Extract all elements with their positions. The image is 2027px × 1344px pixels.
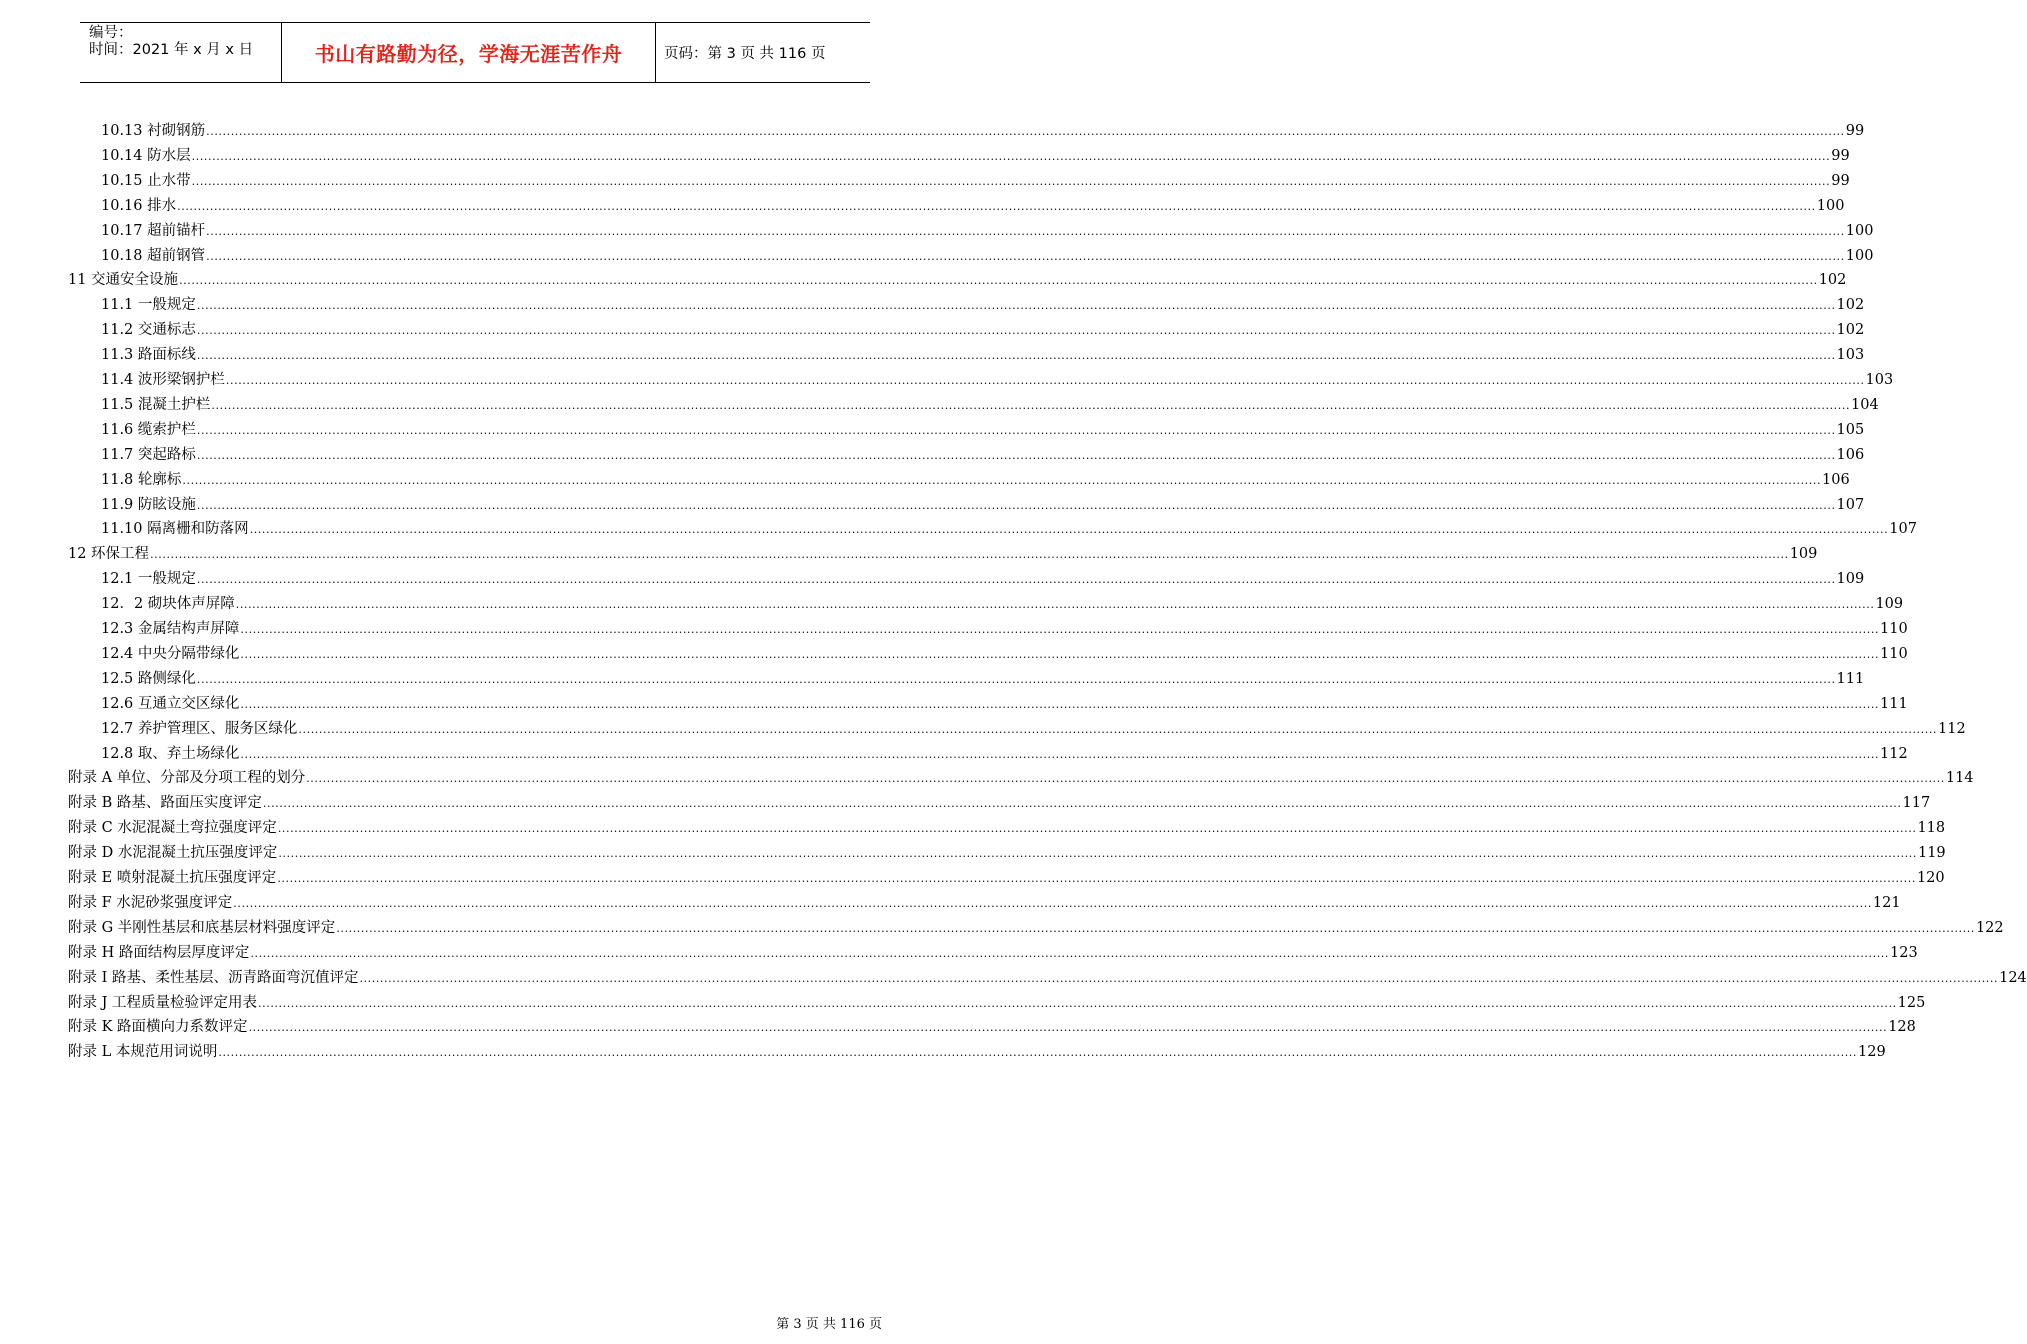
toc-leader-dots: ................................................................................................................................................................................................................................................................................................................................................................................................................ [196,324,1836,338]
toc-leader-dots: ................................................................................................................................................................................................................................................................................................................................................................................................................ [191,149,1831,163]
toc-entry-page: 100 [1845,222,1874,239]
toc-leader-dots: ................................................................................................................................................................................................................................................................................................................................................................................................................ [240,647,1880,661]
toc-entry-title: 12．2 砌块体声屏障 [101,596,235,613]
toc-entry[interactable] [68,891,1901,916]
toc-entry-page: 125 [1897,994,1926,1011]
toc-leader-dots: ................................................................................................................................................................................................................................................................................................................................................................................................................ [277,872,1916,885]
toc-leader-dots: ................................................................................................................................................................................................................................................................................................................................................................................................................ [179,274,1818,288]
toc-entry[interactable] [101,692,1908,717]
toc-entry[interactable] [101,418,1865,443]
toc-leader-dots: ................................................................................................................................................................................................................................................................................................................................................................................................................ [258,996,1897,1010]
toc-leader-dots: ................................................................................................................................................................................................................................................................................................................................................................................................................ [359,971,1999,985]
toc-leader-dots: ................................................................................................................................................................................................................................................................................................................................................................................................................ [225,374,1865,387]
toc-leader-dots: ................................................................................................................................................................................................................................................................................................................................................................................................................ [196,349,1836,363]
toc-entry[interactable] [68,966,2027,991]
toc-entry-page: 129 [1858,1044,1886,1061]
toc-entry-title: 11.4 波形梁钢护栏 [101,372,225,388]
toc-leader-dots: ................................................................................................................................................................................................................................................................................................................................................................................................................ [196,573,1836,587]
toc-leader-dots: ................................................................................................................................................................................................................................................................................................................................................................................................................ [240,623,1880,636]
toc-entry-title: 附录 D 水泥混凝土抗压强度评定 [68,845,278,862]
toc-entry-title: 10.18 超前钢管 [101,247,206,264]
toc-entry-page: 111 [1836,670,1865,687]
page-header [80,22,870,83]
toc-leader-dots: ................................................................................................................................................................................................................................................................................................................................................................................................................ [196,448,1836,462]
toc-entry[interactable] [101,592,1904,617]
toc-entry[interactable] [101,517,1917,542]
document-number-label: 编号： [89,25,133,41]
toc-entry-page: 105 [1836,421,1865,438]
document-time-label: 时间：2021 年 x 月 x 日 [89,42,254,58]
toc-entry-title: 附录 I 路基、柔性基层、沥青路面弯沉值评定 [68,969,359,986]
toc-leader-dots: ................................................................................................................................................................................................................................................................................................................................................................................................................ [182,473,1822,487]
toc-entry[interactable] [68,1015,1916,1040]
toc-entry-page: 118 [1917,820,1946,837]
toc-entry[interactable] [101,567,1865,592]
toc-entry-page: 110 [1880,621,1908,637]
toc-leader-dots: ................................................................................................................................................................................................................................................................................................................................................................................................................ [306,772,1945,786]
toc-leader-dots: ................................................................................................................................................................................................................................................................................................................................................................................................................ [249,523,1889,537]
toc-entry[interactable] [101,368,1894,393]
toc-entry-title: 11.8 轮廓标 [101,471,182,488]
toc-entry[interactable] [101,717,1966,742]
toc-entry-page: 102 [1836,297,1865,314]
toc-leader-dots: ................................................................................................................................................................................................................................................................................................................................................................................................................ [150,548,1789,562]
toc-entry[interactable] [101,742,1908,767]
toc-entry-page: 123 [1890,944,1918,961]
toc-entry[interactable] [68,542,1818,567]
toc-entry[interactable] [68,816,1946,841]
toc-entry-page: 103 [1836,347,1865,364]
toc-entry-page: 109 [1875,596,1904,613]
toc-entry[interactable] [68,941,1918,966]
toc-entry-page: 100 [1816,197,1845,214]
toc-entry[interactable] [101,493,1865,518]
toc-entry[interactable] [101,642,1908,667]
toc-entry-page: 128 [1888,1019,1916,1036]
toc-entry-title: 附录 H 路面结构层厚度评定 [68,944,250,961]
toc-leader-dots: ................................................................................................................................................................................................................................................................................................................................................................................................................ [206,249,1845,263]
toc-entry-title: 10.16 排水 [101,197,177,214]
toc-leader-dots: ................................................................................................................................................................................................................................................................................................................................................................................................................ [250,946,1890,960]
toc-entry[interactable] [68,841,1946,866]
toc-entry-page: 111 [1880,695,1908,712]
toc-entry[interactable] [101,468,1850,493]
toc-leader-dots: ................................................................................................................................................................................................................................................................................................................................................................................................................ [206,224,1845,238]
toc-entry[interactable] [101,119,1865,144]
page-footer: 第 3 页 共 116 页 [776,1317,882,1332]
toc-entry-title: 12.7 养护管理区、服务区绿化 [101,720,298,737]
toc-entry-page: 121 [1872,894,1901,911]
toc-entry[interactable] [68,268,1847,293]
toc-entry-title: 11.2 交通标志 [101,322,196,339]
toc-entry-page: 109 [1836,571,1865,588]
toc-entry-title: 11.10 隔离栅和防落网 [101,521,249,538]
toc-entry[interactable] [101,244,1874,269]
toc-entry-title: 附录 E 喷射混凝土抗压强度评定 [68,870,277,886]
toc-entry-title: 附录 J 工程质量检验评定用表 [68,994,258,1011]
toc-entry-page: 106 [1822,471,1850,488]
toc-leader-dots: ................................................................................................................................................................................................................................................................................................................................................................................................................ [191,174,1831,188]
toc-entry[interactable] [101,169,1850,194]
toc-entry-page: 120 [1916,870,1945,886]
toc-entry-page: 99 [1831,147,1850,164]
toc-leader-dots: ................................................................................................................................................................................................................................................................................................................................................................................................................ [336,921,1975,935]
toc-entry-title: 12.1 一般规定 [101,571,196,588]
toc-leader-dots: ................................................................................................................................................................................................................................................................................................................................................................................................................ [211,398,1851,412]
toc-entry[interactable] [101,443,1865,468]
toc-leader-dots: ................................................................................................................................................................................................................................................................................................................................................................................................................ [196,423,1836,437]
toc-entry[interactable] [68,866,1945,891]
header-page-label: 页码：第 3 页 共 116 页 [664,46,826,62]
toc-entry-title: 12.6 互通立交区绿化 [101,695,240,712]
toc-entry[interactable] [101,343,1865,368]
toc-entry-page: 112 [1880,745,1908,762]
toc-entry[interactable] [101,318,1865,343]
toc-entry-title: 11 交通安全设施 [68,272,179,289]
toc-leader-dots: ................................................................................................................................................................................................................................................................................................................................................................................................................ [177,199,1816,213]
toc-entry-title: 附录 B 路基、路面压实度评定 [68,795,262,812]
toc-entry-page: 106 [1836,446,1865,463]
toc-entry-title: 12.5 路侧绿化 [101,670,196,687]
toc-entry-page: 99 [1845,123,1865,139]
toc-entry-title: 附录 F 水泥砂浆强度评定 [68,894,233,911]
toc-entry[interactable] [68,766,1974,791]
toc-entry-page: 122 [1975,919,2004,936]
toc-entry-page: 117 [1902,795,1931,812]
toc-entry-page: 110 [1880,645,1908,662]
toc-entry-page: 103 [1865,372,1894,388]
toc-entry-page: 102 [1836,322,1865,339]
toc-entry-page: 124 [1999,969,2027,986]
toc-leader-dots: ................................................................................................................................................................................................................................................................................................................................................................................................................ [298,722,1938,736]
toc-entry-title: 10.15 止水带 [101,172,191,189]
toc-entry-page: 119 [1917,845,1946,862]
toc-entry-page: 99 [1831,172,1850,189]
toc-entry-title: 11.3 路面标线 [101,347,196,364]
toc-entry[interactable] [101,194,1845,219]
toc-leader-dots: ................................................................................................................................................................................................................................................................................................................................................................................................................ [240,747,1880,761]
toc-entry-title: 附录 K 路面横向力系数评定 [68,1019,248,1036]
toc-leader-dots: ................................................................................................................................................................................................................................................................................................................................................................................................................ [233,896,1872,910]
toc-entry-title: 12 环保工程 [68,546,150,563]
toc-entry-page: 100 [1845,247,1874,264]
toc-leader-dots: ................................................................................................................................................................................................................................................................................................................................................................................................................ [248,1021,1888,1035]
toc-entry[interactable] [68,916,2004,941]
toc-entry[interactable] [101,144,1850,169]
toc-leader-dots: ................................................................................................................................................................................................................................................................................................................................................................................................................ [196,299,1836,313]
toc-entry-page: 104 [1851,396,1879,413]
toc-leader-dots: ................................................................................................................................................................................................................................................................................................................................................................................................................ [196,498,1836,512]
toc-entry[interactable] [101,617,1908,642]
toc-leader-dots: ................................................................................................................................................................................................................................................................................................................................................................................................................ [278,847,1917,861]
toc-entry-title: 附录 A 单位、分部及分项工程的划分 [68,770,306,787]
toc-entry-title: 12.8 取、弃土场绿化 [101,745,240,762]
toc-entry-title: 12.4 中央分隔带绿化 [101,645,240,662]
toc-entry-title: 11.5 混凝土护栏 [101,396,211,413]
toc-leader-dots: ................................................................................................................................................................................................................................................................................................................................................................................................................ [235,598,1875,612]
toc-entry[interactable] [68,791,1931,816]
toc-entry-title: 11.9 防眩设施 [101,496,196,513]
header-motto: 书山有路勤为径，学海无涯苦作舟 [314,42,623,66]
toc-entry-title: 11.6 缆索护栏 [101,421,196,438]
toc-entry-page: 109 [1789,546,1818,563]
header-page-cell [656,23,870,82]
toc-entry-title: 10.13 衬砌钢筋 [101,123,206,139]
toc-leader-dots: ................................................................................................................................................................................................................................................................................................................................................................................................................ [218,1046,1857,1060]
toc-entry[interactable] [101,393,1879,418]
toc-leader-dots: ................................................................................................................................................................................................................................................................................................................................................................................................................ [240,697,1880,711]
toc-entry-title: 10.14 防水层 [101,147,191,164]
toc-entry[interactable] [101,667,1865,692]
toc-entry-title: 附录 G 半刚性基层和底基层材料强度评定 [68,919,336,936]
toc-entry-title: 11.1 一般规定 [101,297,196,314]
toc-entry[interactable] [68,1040,1886,1065]
toc-entry[interactable] [101,219,1874,244]
toc-leader-dots: ................................................................................................................................................................................................................................................................................................................................................................................................................ [196,672,1836,686]
toc-leader-dots: ................................................................................................................................................................................................................................................................................................................................................................................................................ [262,797,1902,811]
toc-entry-title: 11.7 突起路标 [101,446,196,463]
toc-leader-dots: ................................................................................................................................................................................................................................................................................................................................................................................................................ [206,125,1845,138]
toc-entry-title: 附录 C 水泥混凝土弯拉强度评定 [68,820,277,837]
toc-entry[interactable] [68,991,1926,1016]
toc-leader-dots: ................................................................................................................................................................................................................................................................................................................................................................................................................ [277,822,1917,836]
toc-entry-page: 102 [1818,272,1847,289]
toc-entry[interactable] [101,293,1865,318]
toc-entry-page: 112 [1938,720,1966,737]
header-info [80,23,282,82]
toc-entry-page: 107 [1836,496,1865,513]
toc-entry-title: 12.3 金属结构声屏障 [101,621,240,637]
toc-entry-page: 114 [1945,770,1974,787]
toc-entry-page: 107 [1889,521,1917,538]
header-motto-cell [282,23,656,82]
toc-entry-title: 10.17 超前锚杆 [101,222,206,239]
toc-entry-title: 附录 L 本规范用词说明 [68,1044,218,1061]
